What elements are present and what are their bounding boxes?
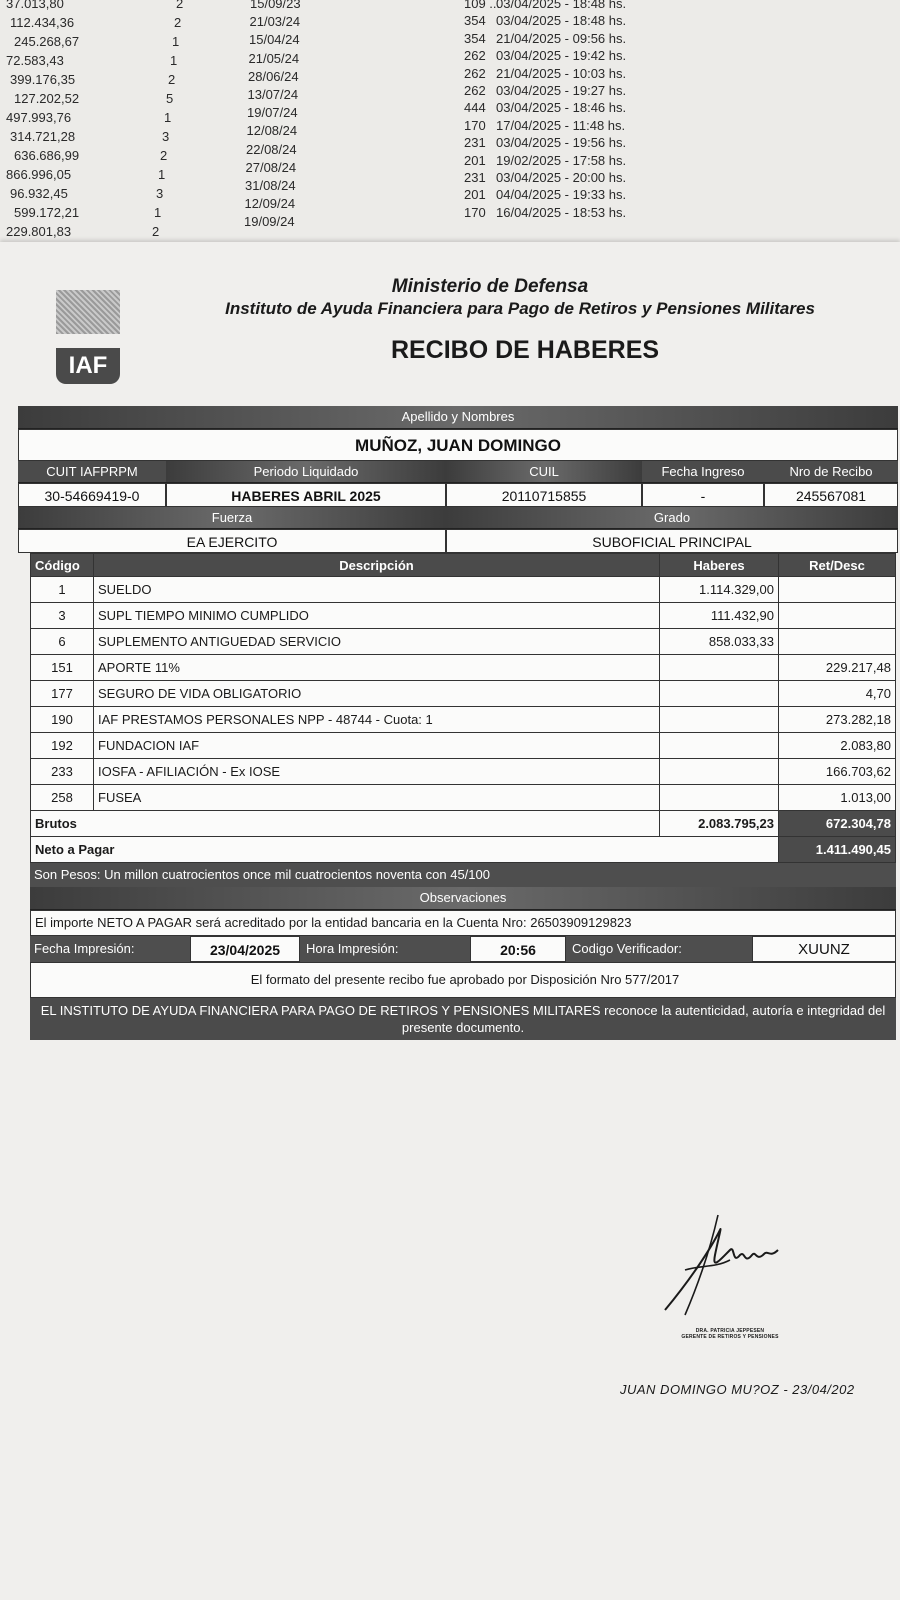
ledger-date: 21/05/24 <box>248 50 300 66</box>
item-ret: 273.282,18 <box>779 707 896 733</box>
item-code: 233 <box>31 759 94 785</box>
ledger-ref: 262 <box>464 65 486 81</box>
table-row <box>31 681 896 707</box>
item-haberes: 111.432,90 <box>660 603 779 629</box>
ledger-timestamp: 16/04/2025 - 18:53 hs. <box>496 204 627 220</box>
signer-role: GERENTE DE RETIROS Y PENSIONES <box>681 1334 779 1340</box>
item-ret <box>779 577 896 603</box>
ledger-amount: 866.996,05 <box>6 167 72 182</box>
table-row <box>31 655 896 681</box>
items-header-row <box>31 554 896 577</box>
item-desc: APORTE 11% <box>94 655 660 681</box>
ledger-timestamp: 03/04/2025 - 19:27 hs. <box>496 83 627 98</box>
ledger-date: 22/08/24 <box>246 141 297 157</box>
obs-text: El importe NETO A PAGAR será acreditado por la entidad bancaria en la Cuenta Nro: 26503909129823 <box>30 910 896 936</box>
item-desc: SEGURO DE VIDA OBLIGATORIO <box>94 681 660 707</box>
autenticidad-text: EL INSTITUTO DE AYUDA FINANCIERA PARA PAGO DE RETIROS Y PENSIONES MILITARES reconoce la autenticidad, autoría e integridad del presente documento. <box>30 998 896 1040</box>
ledger-ref: 262 <box>464 48 486 64</box>
cuit-value: 30-54669419-0 <box>18 483 166 507</box>
item-haberes <box>660 785 779 811</box>
ledger-amount: 72.583,43 <box>6 53 64 68</box>
ledger-amount: 112.434,36 <box>10 15 75 30</box>
brutos-ret: 672.304,78 <box>779 811 896 837</box>
item-haberes <box>660 707 779 733</box>
ledger-ref: 170 <box>464 117 486 133</box>
force-value-row <box>18 529 898 553</box>
item-ret <box>779 603 896 629</box>
ret-header: Ret/Desc <box>779 554 896 577</box>
ledger-timestamp: 03/04/2025 - 19:56 hs. <box>496 135 627 151</box>
ledger-date: 21/03/24 <box>249 14 301 30</box>
ledger-date: 27/08/24 <box>245 159 297 175</box>
items-table <box>30 553 896 863</box>
signer-block <box>660 1328 800 1340</box>
item-haberes: 858.033,33 <box>660 629 779 655</box>
receipt-title: RECIBO DE HABERES <box>390 336 660 364</box>
ids-value-row <box>18 483 898 507</box>
ledger-amount: 96.932,45 <box>10 186 68 201</box>
item-haberes <box>660 733 779 759</box>
hora-label: Hora Impresión: <box>306 941 399 956</box>
ledger-ref: 231 <box>464 135 486 151</box>
neto-row <box>31 837 896 863</box>
ledger-qty: 2 <box>152 224 160 239</box>
ledger-amount: 599.172,21 <box>14 205 80 220</box>
ledger-ref: 201 <box>464 152 486 168</box>
item-desc: SUPL TIEMPO MINIMO CUMPLIDO <box>94 603 660 629</box>
ledger-qty: 1 <box>172 34 180 49</box>
fuerza-value: EA EJERCITO <box>18 529 446 553</box>
desc-header: Descripción <box>94 554 660 577</box>
ledger-timestamp: 03/04/2025 - 19:42 hs. <box>496 48 627 64</box>
ledger-qty: 1 <box>154 205 162 220</box>
item-desc: SUPLEMENTO ANTIGUEDAD SERVICIO <box>94 629 660 655</box>
ministry-title: Ministerio de Defensa <box>391 276 589 297</box>
recibo-label: Nro de Recibo <box>764 461 898 483</box>
item-desc: FUSEA <box>94 785 660 811</box>
ledger-ref: 201 <box>464 187 486 203</box>
ledger-date: 12/09/24 <box>244 196 296 212</box>
item-code: 6 <box>31 629 94 655</box>
item-code: 1 <box>31 577 94 603</box>
brutos-row <box>31 811 896 837</box>
haberes-header: Haberes <box>660 554 779 577</box>
ledger-row <box>0 0 900 16</box>
ledger-timestamp: 03/04/2025 - 18:48 hs. <box>496 0 627 11</box>
ledger-amount: 497.993,76 <box>6 110 72 125</box>
item-ret: 2.083,80 <box>779 733 896 759</box>
ledger-qty: 1 <box>170 53 178 68</box>
ledger-ref: 354 <box>464 30 486 46</box>
ledger-date: 15/04/24 <box>249 32 300 48</box>
cuit-label: CUIT IAFPRPM <box>18 461 166 483</box>
item-code: 258 <box>31 785 94 811</box>
ledger-date: 19/07/24 <box>247 105 298 121</box>
item-haberes <box>660 681 779 707</box>
ledger-timestamp: 21/04/2025 - 10:03 hs. <box>496 65 627 81</box>
table-row <box>31 785 896 811</box>
obs-label: Observaciones <box>30 887 896 910</box>
ledger-timestamp: 17/04/2025 - 11:48 hs. <box>496 117 626 133</box>
codigo-value: XUUNZ <box>752 936 896 962</box>
ledger-date: 13/07/24 <box>247 87 299 102</box>
ledger-timestamp: 19/02/2025 - 17:58 hs. <box>496 152 627 168</box>
fuerza-label: Fuerza <box>18 507 446 529</box>
cuil-value: 20110715855 <box>446 483 642 507</box>
ledger-row <box>0 65 900 92</box>
ledger-timestamp: 21/04/2025 - 09:56 hs. <box>496 30 627 46</box>
item-ret <box>779 629 896 655</box>
ledger-amount: 399.176,35 <box>10 72 76 87</box>
ledger-ref: 109 ... <box>464 0 501 11</box>
ledger-row <box>0 15 900 35</box>
fecha-value: 23/04/2025 <box>190 936 300 962</box>
ledger-timestamp: 04/04/2025 - 19:33 hs. <box>496 187 627 203</box>
codigo-label: Codigo Verificador: <box>572 941 682 956</box>
ledger-qty: 5 <box>166 91 174 106</box>
item-code: 177 <box>31 681 94 707</box>
neto-value: 1.411.490,45 <box>779 837 896 863</box>
person-label: Apellido y Nombres <box>18 406 898 429</box>
pesos-text: Son Pesos: Un millon cuatrocientos once mil cuatrocientos noventa con 45/100 <box>30 863 896 887</box>
ledger-amount: 245.268,67 <box>14 34 80 49</box>
ledger-date: 19/09/24 <box>244 214 295 230</box>
signature-scribble <box>660 1210 800 1320</box>
ledger-qty: 3 <box>156 186 164 201</box>
ledger-row <box>0 83 900 111</box>
item-ret: 229.217,48 <box>779 655 896 681</box>
ledger-ref: 262 <box>464 83 486 98</box>
brutos-label: Brutos <box>31 811 660 837</box>
item-desc: IOSFA - AFILIACIÓN - Ex IOSE <box>94 759 660 785</box>
ids-header-row <box>18 461 898 483</box>
item-haberes: 1.114.329,00 <box>660 577 779 603</box>
neto-label: Neto a Pagar <box>31 837 779 863</box>
ledger-timestamp: 03/04/2025 - 20:00 hs. <box>496 170 627 185</box>
ledger-date: 28/06/24 <box>248 68 299 84</box>
ledger-qty: 2 <box>174 15 182 30</box>
ledger-ref: 354 <box>464 13 486 29</box>
receipt-form <box>18 406 898 1040</box>
ledger-timestamp: 03/04/2025 - 18:46 hs. <box>496 100 627 116</box>
cuil-label: CUIL <box>446 461 642 483</box>
item-code: 190 <box>31 707 94 733</box>
table-row <box>31 603 896 629</box>
item-ret: 4,70 <box>779 681 896 707</box>
ledger-date: 15/09/23 <box>250 0 301 11</box>
ledger-qty: 2 <box>160 148 168 163</box>
brutos-haberes: 2.083.795,23 <box>660 811 779 837</box>
table-row <box>31 629 896 655</box>
ledger-qty: 2 <box>168 72 176 87</box>
ledger-qty: 1 <box>164 110 172 125</box>
ledger-qty: 1 <box>158 167 166 182</box>
item-haberes <box>660 759 779 785</box>
item-code: 3 <box>31 603 94 629</box>
ledger-date: 31/08/24 <box>245 178 296 193</box>
item-ret: 1.013,00 <box>779 785 896 811</box>
fecha-label: Fecha Impresión: <box>34 941 135 956</box>
hora-value: 20:56 <box>470 936 566 962</box>
item-desc: IAF PRESTAMOS PERSONALES NPP - 48744 - Cuota: 1 <box>94 707 660 733</box>
code-header: Código <box>31 554 94 577</box>
ledger-amount: 229.801,83 <box>6 224 72 239</box>
table-row <box>31 577 896 603</box>
table-row <box>31 707 896 733</box>
item-desc: FUNDACION IAF <box>94 733 660 759</box>
logo-text: IAF <box>56 348 120 384</box>
ledger-ref: 231 <box>464 170 486 185</box>
ledger-amount: 127.202,52 <box>14 91 80 106</box>
person-name: MUÑOZ, JUAN DOMINGO <box>18 429 898 461</box>
ledger-row <box>0 30 900 54</box>
ledger-ref: 170 <box>464 204 486 220</box>
table-row <box>31 759 896 785</box>
ledger-timestamp: 03/04/2025 - 18:48 hs. <box>496 13 627 29</box>
table-row <box>31 733 896 759</box>
ledger-date: 12/08/24 <box>246 123 298 139</box>
ledger-qty: 3 <box>162 129 170 144</box>
ledger-ref: 444 <box>464 100 486 116</box>
summary-block <box>30 863 896 1040</box>
disposicion-text: El formato del presente recibo fue aprobado por Disposición Nro 577/2017 <box>30 962 896 998</box>
period-value: HABERES ABRIL 2025 <box>166 483 446 507</box>
ledger-row <box>0 48 900 73</box>
print-row <box>30 936 896 962</box>
ingreso-value: - <box>642 483 764 507</box>
ledger-amount: 314.721,28 <box>10 129 76 144</box>
ledger-sheet <box>0 0 900 250</box>
footer-name: JUAN DOMINGO MU?OZ - 23/04/202 <box>620 1382 855 1397</box>
ledger-qty: 2 <box>176 0 184 11</box>
item-haberes <box>660 655 779 681</box>
institute-title: Instituto de Ayuda Financiera para Pago de Retiros y Pensiones Militares <box>225 299 815 318</box>
ledger-row <box>0 100 900 130</box>
item-desc: SUELDO <box>94 577 660 603</box>
ledger-amount: 636.686,99 <box>14 148 80 163</box>
period-label: Periodo Liquidado <box>166 461 446 483</box>
grado-value: SUBOFICIAL PRINCIPAL <box>446 529 898 553</box>
ledger-amount: 37.013,80 <box>6 0 64 11</box>
item-code: 151 <box>31 655 94 681</box>
recibo-value: 245567081 <box>764 483 898 507</box>
force-header-row <box>18 507 898 529</box>
grado-label: Grado <box>446 507 898 529</box>
signer-name: DRA. PATRICIA JEPPESEN <box>695 1328 765 1334</box>
ingreso-label: Fecha Ingreso <box>642 461 764 483</box>
item-ret: 166.703,62 <box>779 759 896 785</box>
item-code: 192 <box>31 733 94 759</box>
